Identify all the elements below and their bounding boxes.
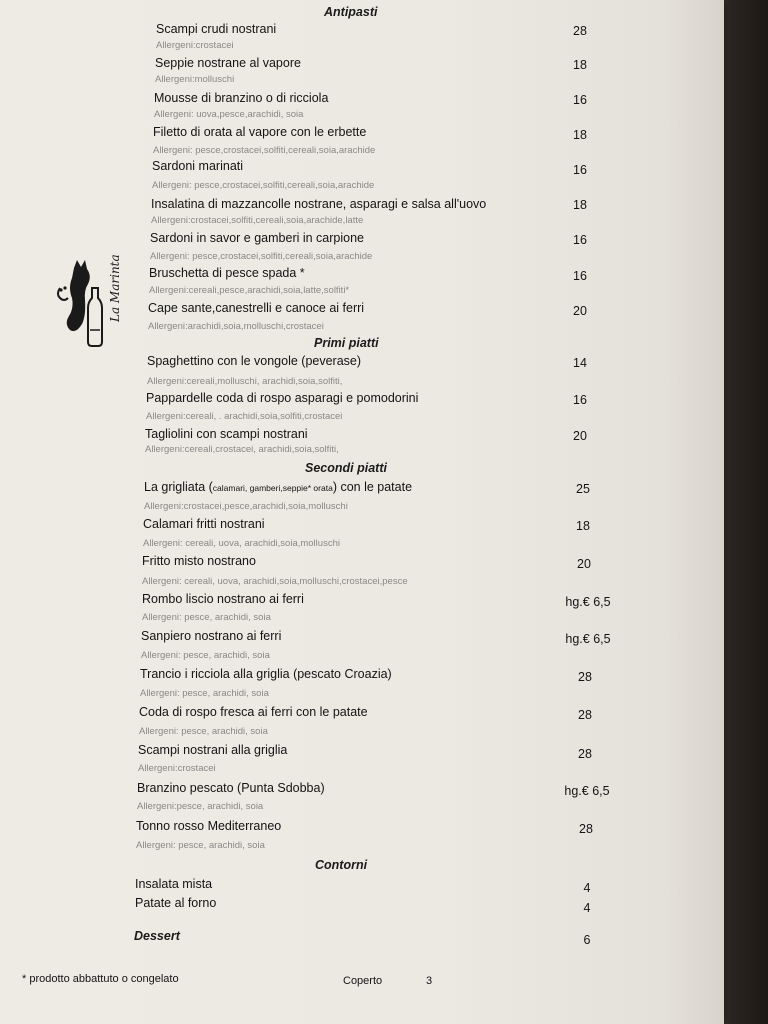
menu-item-name: Sardoni marinati bbox=[152, 159, 244, 173]
menu-item-price: 28 bbox=[578, 708, 592, 722]
menu-item-name: Seppie nostrane al vapore bbox=[155, 56, 301, 70]
section-title-contorni: Contorni bbox=[315, 858, 368, 872]
menu-item-price: 18 bbox=[573, 198, 587, 212]
menu-item-name: Branzino pescato (Punta Sdobba) bbox=[137, 781, 325, 795]
menu-item-price: 25 bbox=[576, 482, 590, 496]
menu-item-price: 20 bbox=[573, 304, 587, 318]
menu-item-price: 28 bbox=[578, 747, 592, 761]
menu-item-name: Tonno rosso Mediterraneo bbox=[136, 819, 282, 833]
menu-item-name: Trancio i ricciola alla griglia (pescato Croazia) bbox=[140, 667, 392, 681]
menu-item-allergens: Allergeni:pesce, arachidi, soia bbox=[137, 801, 264, 812]
menu-item-price: 4 bbox=[583, 901, 591, 915]
menu-item-price: hg.€ 6,5 bbox=[565, 595, 611, 609]
menu-item-name: Coda di rospo fresca ai ferri con le patate bbox=[139, 705, 368, 719]
menu-item-allergens: Allergeni: pesce,crostacei,solfiti,cereali,soia,arachide bbox=[150, 251, 373, 262]
section-title-dessert: Dessert bbox=[134, 929, 180, 943]
menu-item-name: Cape sante,canestrelli e canoce ai ferri bbox=[148, 301, 365, 315]
menu-item-price: 14 bbox=[573, 356, 587, 370]
menu-item-allergens: Allergeni:crostacei,pesce,arachidi,soia,molluschi bbox=[144, 501, 348, 512]
menu-item-name: Pappardelle coda di rospo asparagi e pomodorini bbox=[146, 391, 419, 405]
menu-item-allergens: Allergeni: cereali, uova, arachidi,soia,molluschi bbox=[143, 538, 340, 549]
dessert-price: 6 bbox=[583, 933, 591, 947]
menu-item-price: 20 bbox=[577, 557, 591, 571]
menu-item-name: Fritto misto nostrano bbox=[142, 554, 256, 568]
menu-item-name: Insalata mista bbox=[135, 877, 213, 891]
menu-item-price: 16 bbox=[573, 269, 587, 283]
menu-item-name: Scampi crudi nostrani bbox=[156, 22, 277, 36]
menu-item-price: 4 bbox=[583, 881, 591, 895]
menu-item-price: 18 bbox=[576, 519, 590, 533]
name-part: La grigliata ( bbox=[144, 480, 213, 494]
menu-item-price: 20 bbox=[573, 429, 587, 443]
menu-item-allergens: Allergeni: pesce, arachidi, soia bbox=[142, 612, 271, 623]
menu-item-name: Tagliolini con scampi nostrani bbox=[145, 427, 308, 441]
menu-item-allergens: Allergeni:cereali, . arachidi,soia,solfiti,crostacei bbox=[146, 411, 343, 422]
menu-item-name: Sardoni in savor e gamberi in carpione bbox=[150, 231, 365, 245]
name-detail: calamari, gamberi,seppie* orata bbox=[212, 483, 333, 493]
menu-item-price: 18 bbox=[573, 58, 587, 72]
menu-item-name: Insalatina di mazzancolle nostrane, asparagi e salsa all'uovo bbox=[151, 197, 487, 211]
menu-item-name: Patate al forno bbox=[135, 896, 217, 910]
menu-item-price: 28 bbox=[573, 24, 587, 38]
menu-item-allergens: Allergeni:cereali,molluschi, arachidi,soia,solfiti, bbox=[147, 376, 343, 387]
menu-item-name: Spaghettino con le vongole (peverase) bbox=[147, 354, 362, 368]
menu-item-allergens: Allergeni:cereali,pesce,arachidi,soia,latte,solfiti* bbox=[149, 285, 350, 296]
section-title-primi: Primi piatti bbox=[314, 336, 379, 350]
menu-item-allergens: Allergeni: pesce,crostacei,solfiti,cereali,soia,arachide bbox=[153, 145, 376, 156]
menu-item-name: Calamari fritti nostrani bbox=[143, 517, 265, 531]
coperto-label: Coperto bbox=[343, 975, 383, 987]
menu-item-price: 16 bbox=[573, 393, 587, 407]
menu-item-price: 16 bbox=[573, 163, 587, 177]
menu-item-allergens: Allergeni:crostacei bbox=[156, 40, 234, 51]
logo-text: La Marinta bbox=[108, 254, 122, 322]
menu-item-price: hg.€ 6,5 bbox=[565, 632, 611, 646]
menu-item-name: Sanpiero nostrano ai ferri bbox=[141, 629, 282, 643]
restaurant-logo bbox=[52, 254, 124, 348]
menu-item-allergens: Allergeni:arachidi,soia,molluschi,crostacei bbox=[148, 321, 324, 332]
menu-item-allergens: Allergeni:crostacei,solfiti,cereali,soia,arachide,latte bbox=[151, 215, 364, 226]
menu-item-allergens: Allergeni:cereali,crostacei, arachidi,soia,solfiti, bbox=[145, 444, 339, 455]
menu-item-allergens: Allergeni: pesce, arachidi, soia bbox=[141, 650, 270, 661]
menu-item-allergens: Allergeni:crostacei bbox=[138, 763, 216, 774]
menu-item-name: Bruschetta di pesce spada * bbox=[149, 266, 305, 280]
menu-item-price: 16 bbox=[573, 93, 587, 107]
menu-item-name bbox=[144, 480, 412, 494]
menu-item-allergens: Allergeni:molluschi bbox=[155, 74, 235, 85]
menu-item-allergens: Allergeni: uova,pesce,arachidi, soia bbox=[154, 109, 304, 120]
menu-item-name: Scampi nostrani alla griglia bbox=[138, 743, 288, 757]
menu-item-price: 18 bbox=[573, 128, 587, 142]
section-title-secondi: Secondi piatti bbox=[305, 461, 387, 475]
menu-item-allergens: Allergeni: pesce,crostacei,solfiti,cereali,soia,arachide bbox=[152, 180, 375, 191]
menu-item-name: Mousse di branzino o di ricciola bbox=[154, 91, 329, 105]
menu-item-allergens: Allergeni: pesce, arachidi, soia bbox=[136, 840, 265, 851]
menu-item-price: 28 bbox=[579, 822, 593, 836]
section-title-antipasti: Antipasti bbox=[324, 5, 378, 19]
menu-item-price: 28 bbox=[578, 670, 592, 684]
footnote: * prodotto abbattuto o congelato bbox=[22, 973, 179, 985]
menu-item-allergens: Allergeni: pesce, arachidi, soia bbox=[140, 688, 269, 699]
menu-item-name: Filetto di orata al vapore con le erbette bbox=[153, 125, 367, 139]
menu-item-price: 16 bbox=[573, 233, 587, 247]
coperto-price: 3 bbox=[426, 975, 433, 987]
menu-item-price: hg.€ 6,5 bbox=[564, 784, 610, 798]
menu-item-name: Rombo liscio nostrano ai ferri bbox=[142, 592, 304, 606]
menu-item-allergens: Allergeni: pesce, arachidi, soia bbox=[139, 726, 268, 737]
name-part: ) con le patate bbox=[332, 480, 413, 494]
menu-item-allergens: Allergeni: cereali, uova, arachidi,soia,molluschi,crostacei,pesce bbox=[142, 576, 408, 587]
